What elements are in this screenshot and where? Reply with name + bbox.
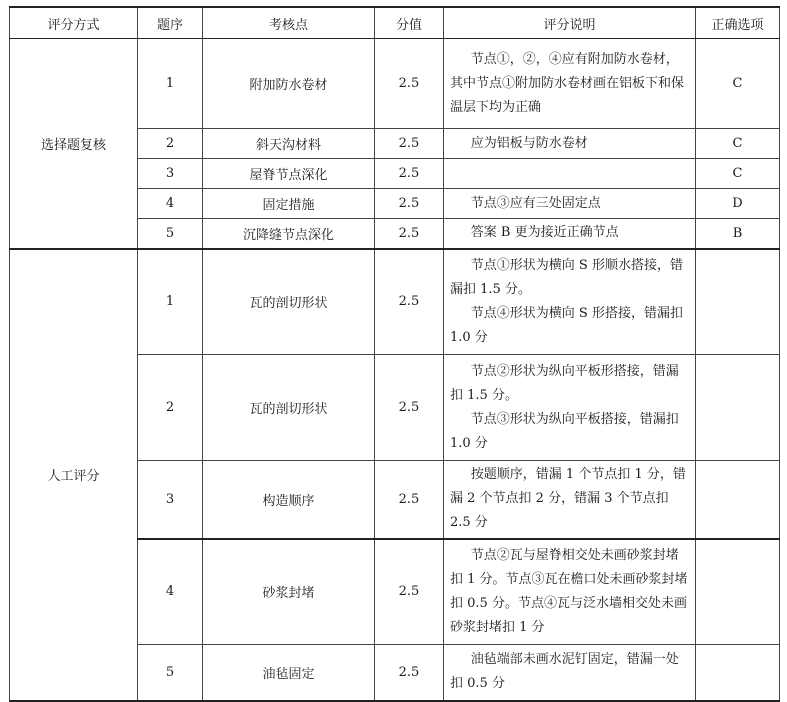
row-point: 瓦的剖切形状 <box>203 355 375 461</box>
row-score: 2.5 <box>375 189 444 219</box>
row-desc-line: 按题顺序，错漏 1 个节点扣 1 分，错漏 2 个节点扣 2 分，错漏 3 个节点扣 2.5 分 <box>450 467 686 531</box>
row-no: 4 <box>138 539 203 645</box>
row-desc <box>444 39 696 129</box>
row-answer <box>696 249 780 355</box>
row-answer <box>696 539 780 645</box>
grading-table <box>9 6 780 702</box>
row-score: 2.5 <box>375 539 444 645</box>
row-desc-line: 节点②形状为纵向平板形搭接，错漏扣 1.5 分。 <box>450 363 679 403</box>
row-no: 1 <box>138 249 203 355</box>
row-desc <box>444 355 696 461</box>
row-desc <box>444 461 696 539</box>
row-point: 构造顺序 <box>203 461 375 539</box>
row-desc-line: 答案 B 更为接近正确节点 <box>470 225 619 241</box>
row-point: 附加防水卷材 <box>203 39 375 129</box>
row-score: 2.5 <box>375 39 444 129</box>
row-desc-line: 节点③应有三处固定点 <box>470 195 601 211</box>
row-no: 5 <box>138 219 203 249</box>
table-row <box>10 39 780 129</box>
row-score: 2.5 <box>375 645 444 701</box>
row-answer: C <box>696 159 780 189</box>
section-name: 选择题复核 <box>10 39 138 249</box>
row-desc <box>444 219 696 249</box>
header-point: 考核点 <box>203 7 375 39</box>
row-no: 2 <box>138 129 203 159</box>
row-no: 2 <box>138 355 203 461</box>
row-no: 4 <box>138 189 203 219</box>
row-desc-line: 节点④形状为横向 S 形搭接，错漏扣 1.0 分 <box>450 305 683 345</box>
row-no: 3 <box>138 461 203 539</box>
row-point: 斜天沟材料 <box>203 129 375 159</box>
header-method: 评分方式 <box>10 7 138 39</box>
row-answer: B <box>696 219 780 249</box>
row-no: 3 <box>138 159 203 189</box>
row-desc <box>444 129 696 159</box>
row-answer: C <box>696 39 780 129</box>
row-desc-line: 油毡端部未画水泥钉固定，错漏一处扣 0.5 分 <box>450 652 679 692</box>
row-point: 屋脊节点深化 <box>203 159 375 189</box>
row-desc <box>444 249 696 355</box>
row-answer: C <box>696 129 780 159</box>
table-row <box>10 249 780 355</box>
header-no: 题序 <box>138 7 203 39</box>
row-answer <box>696 461 780 539</box>
row-score: 2.5 <box>375 129 444 159</box>
row-desc <box>444 189 696 219</box>
row-desc-line: 节点②瓦与屋脊相交处未画砂浆封堵扣 1 分。节点③瓦在檐口处未画砂浆封堵扣 0.5 分。节点④瓦与泛水墙相交处未画砂浆封堵扣 1 分 <box>450 547 688 635</box>
section-name: 人工评分 <box>10 249 138 701</box>
row-answer: D <box>696 189 780 219</box>
row-score: 2.5 <box>375 355 444 461</box>
row-no: 5 <box>138 645 203 701</box>
row-score: 2.5 <box>375 159 444 189</box>
row-score: 2.5 <box>375 249 444 355</box>
row-point: 固定措施 <box>203 189 375 219</box>
row-desc <box>444 645 696 701</box>
row-desc-line: 节点①，②，④应有附加防水卷材，其中节点①附加防水卷材画在铝板下和保温层下均为正确 <box>450 51 685 115</box>
row-answer <box>696 355 780 461</box>
row-desc-line: 应为铝板与防水卷材 <box>470 135 588 151</box>
row-point: 砂浆封堵 <box>203 539 375 645</box>
row-score: 2.5 <box>375 219 444 249</box>
row-desc-line: 节点①形状为横向 S 形顺水搭接，错漏扣 1.5 分。 <box>450 257 683 297</box>
row-point: 油毡固定 <box>203 645 375 701</box>
header-desc: 评分说明 <box>444 7 696 39</box>
row-point: 沉降缝节点深化 <box>203 219 375 249</box>
row-score: 2.5 <box>375 461 444 539</box>
row-answer <box>696 645 780 701</box>
header-row <box>10 7 780 39</box>
row-desc-line: 节点③形状为纵向平板搭接，错漏扣 1.0 分 <box>450 411 679 451</box>
header-answer: 正确选项 <box>696 7 780 39</box>
header-score: 分值 <box>375 7 444 39</box>
row-desc <box>444 159 696 189</box>
row-no: 1 <box>138 39 203 129</box>
table-body <box>10 39 780 701</box>
row-desc <box>444 539 696 645</box>
row-point: 瓦的剖切形状 <box>203 249 375 355</box>
